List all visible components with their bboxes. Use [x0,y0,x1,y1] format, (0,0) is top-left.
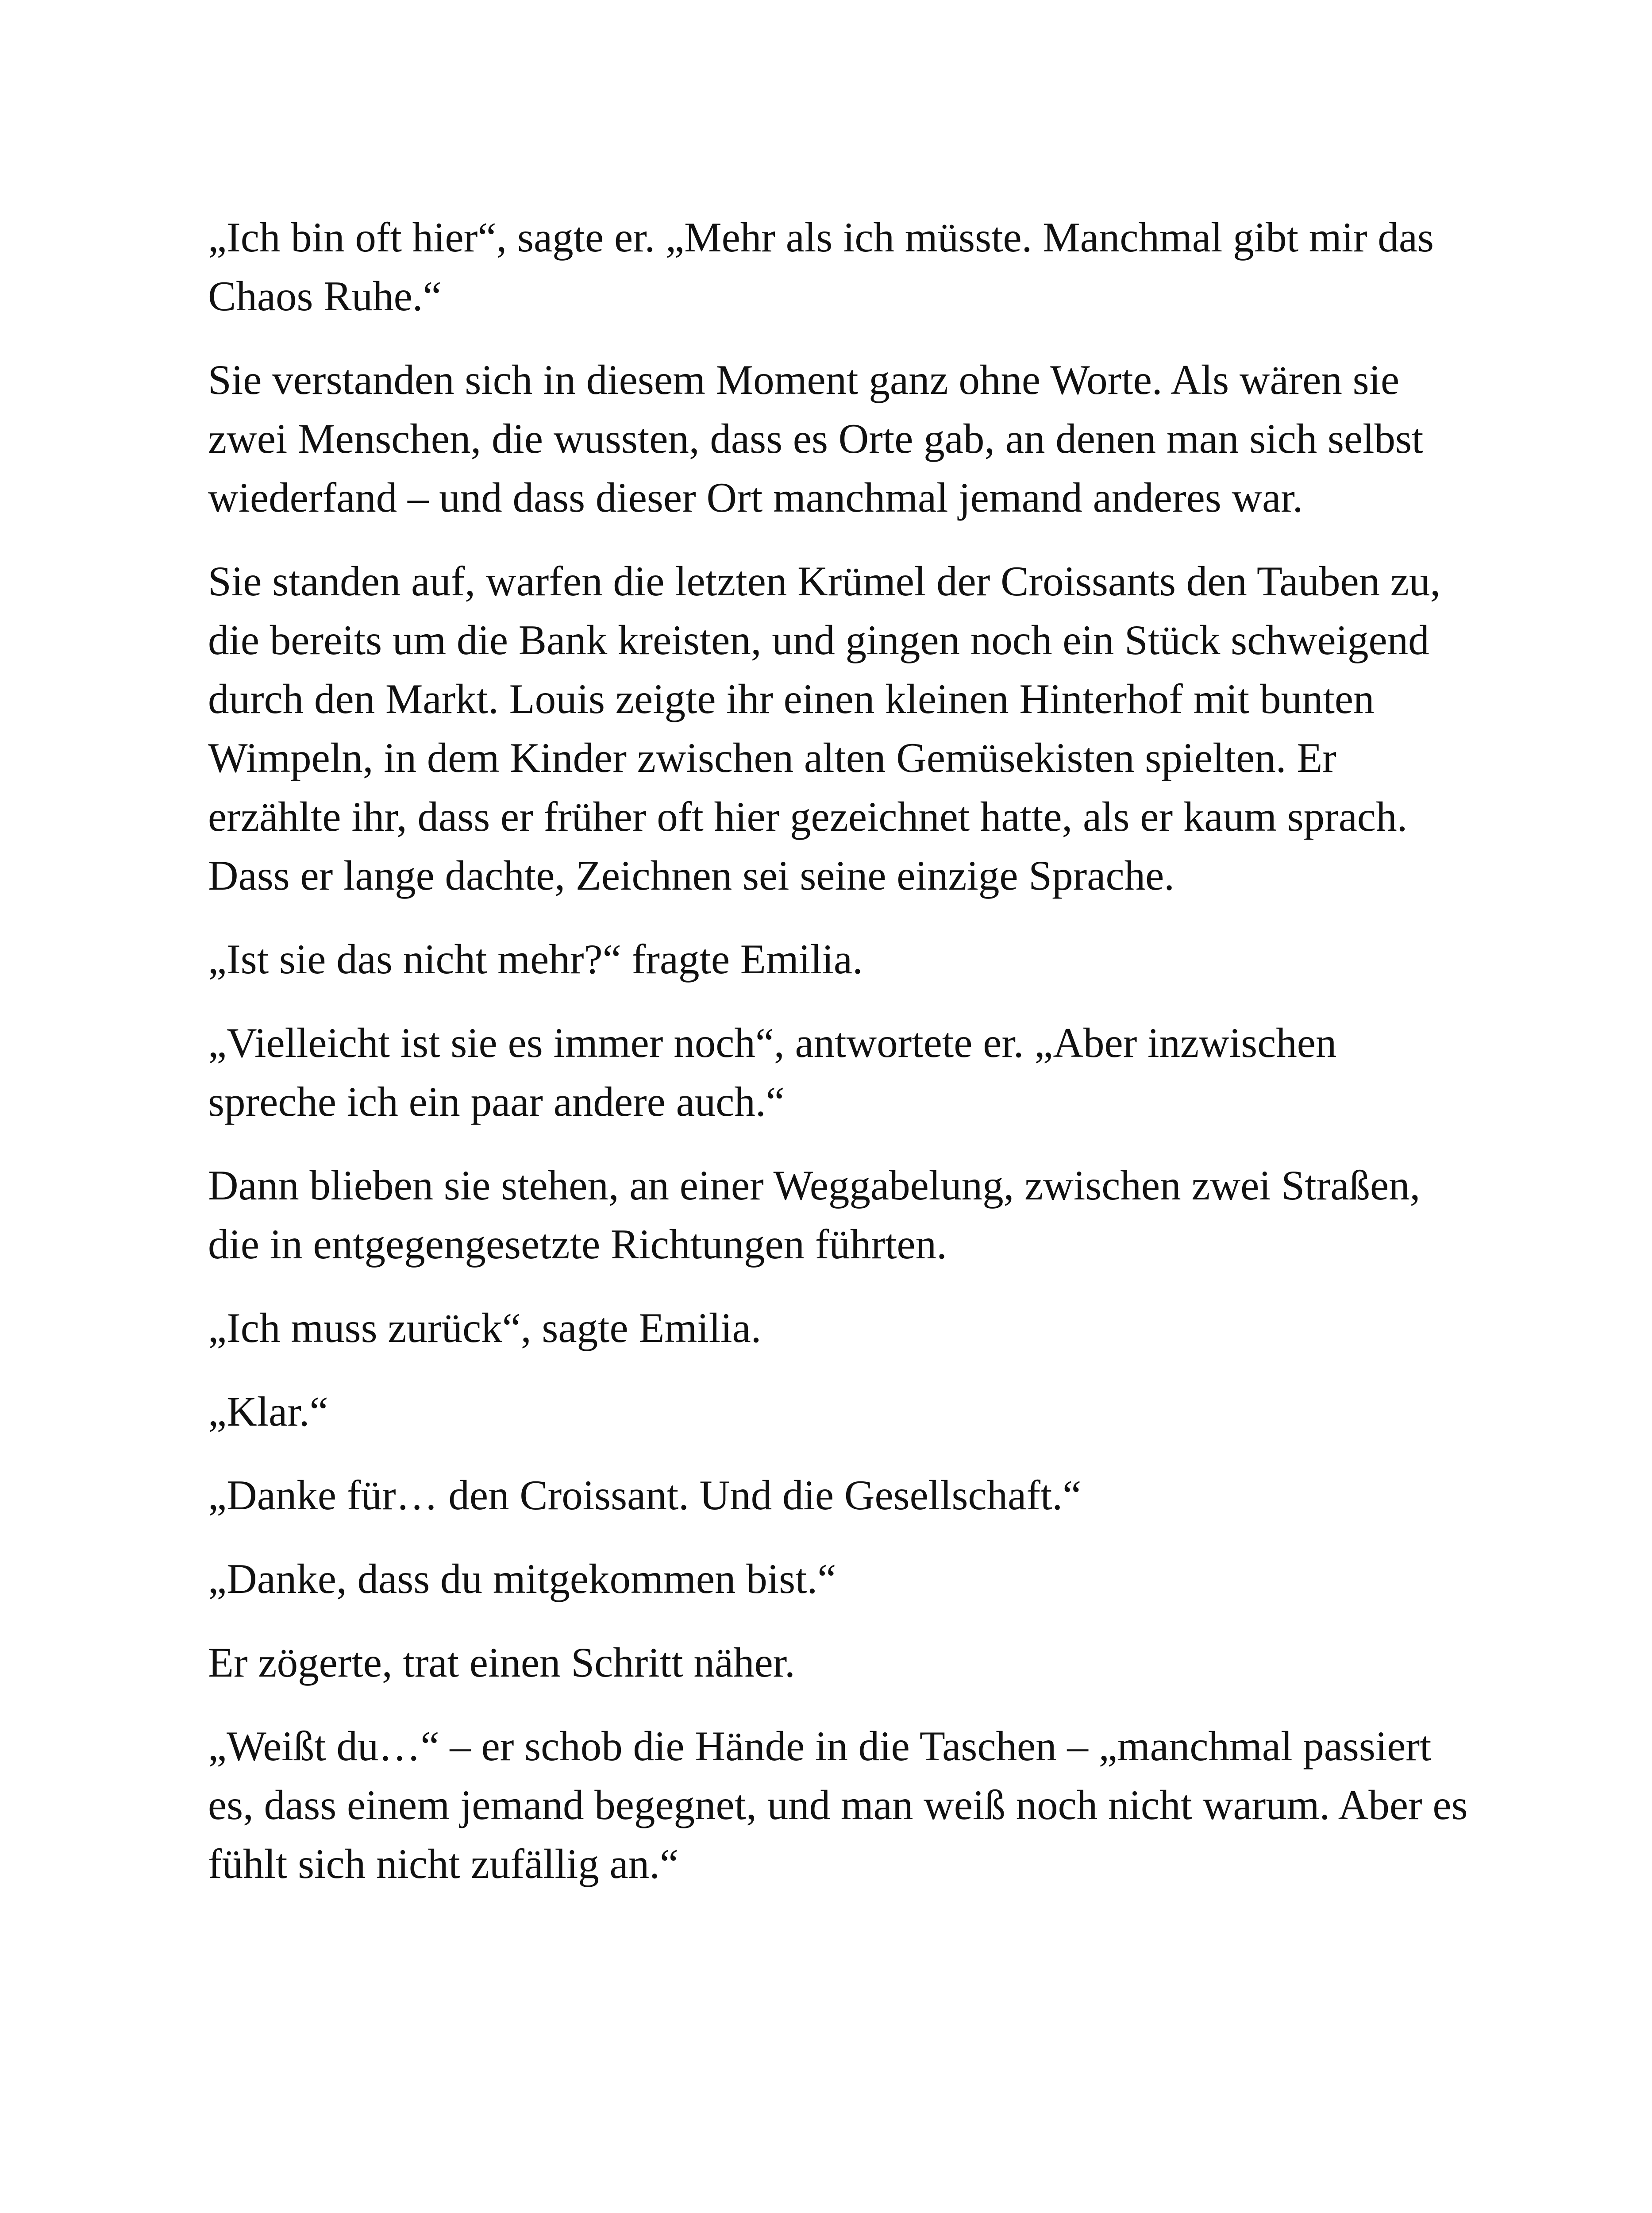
paragraph: „Danke für… den Croissant. Und die Gesellschaft.“ [208,1472,1082,1519]
paragraph: „Vielleicht ist sie es immer noch“, antwortete er. „Aber inzwischen spreche ich ein paar andere auch.“ [208,1019,1337,1125]
paragraph: Er zögerte, trat einen Schritt näher. [208,1639,795,1686]
paragraph: Sie verstanden sich in diesem Moment ganz ohne Worte. Als wären sie zwei Menschen, die wussten, dass es Orte gab, an denen man sich selbst wiederfand – und dass dieser Ort manchmal jemand anderes war. [208,356,1424,521]
paragraph: „Weißt du…“ – er schob die Hände in die Taschen – „manchmal passiert es, dass einem jemand begegnet, und man weiß noch nicht warum. Aber es fühlt sich nicht zufällig an.“ [208,1723,1468,1887]
paragraph: „Ich muss zurück“, sagte Emilia. [208,1304,762,1351]
paragraph: Dann blieben sie stehen, an einer Weggabelung, zwischen zwei Straßen, die in entgegengesetzte Richtungen führten. [208,1162,1421,1268]
paragraph: „Ist sie das nicht mehr?“ fragte Emilia. [208,936,863,983]
paragraph: „Danke, dass du mitgekommen bist.“ [208,1555,836,1602]
document-body [208,208,1474,1918]
paragraph: Sie standen auf, warfen die letzten Krümel der Croissants den Tauben zu, die bereits um die Bank kreisten, und gingen noch ein Stück schweigend durch den Markt. Louis zeigte ihr einen kleinen Hinterhof mit bunten Wimpeln, in dem Kinder zwischen alten Gemüsekisten spielten. Er erzählte ihr, dass er früher oft hier gezeichnet hatte, als er kaum sprach. Dass er lange dachte, Zeichnen sei seine einzige Sprache. [208,558,1441,899]
paragraph: „Ich bin oft hier“, sagte er. „Mehr als ich müsste. Manchmal gibt mir das Chaos Ruhe.“ [208,214,1434,320]
paragraph: „Klar.“ [208,1388,328,1435]
